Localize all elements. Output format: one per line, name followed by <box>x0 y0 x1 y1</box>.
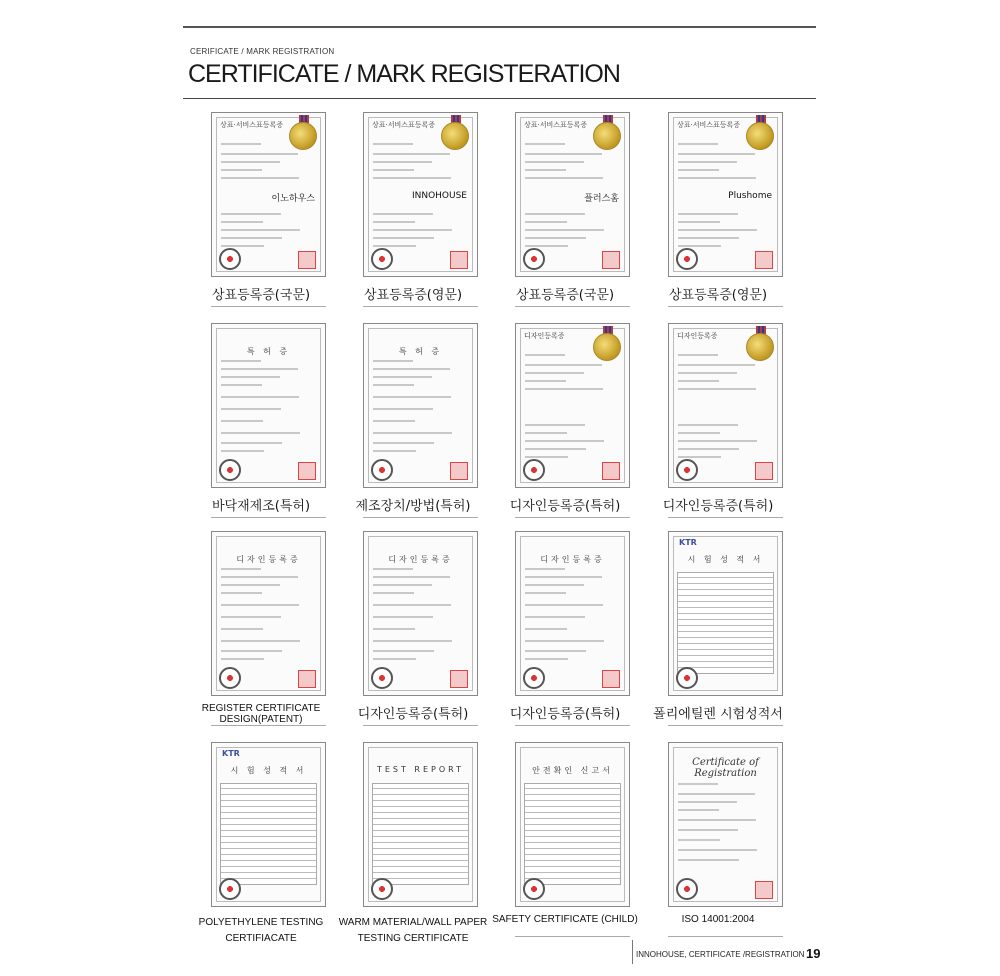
text-line <box>221 576 298 578</box>
text-line <box>678 229 757 231</box>
caption-underline <box>211 517 326 518</box>
text-line <box>525 143 565 145</box>
document-title: 안전확인 신고서 <box>532 766 613 775</box>
text-line <box>373 658 416 660</box>
emblem-icon <box>523 878 545 900</box>
gold-seal-icon <box>746 122 774 150</box>
text-line <box>221 628 263 630</box>
text-line <box>221 245 264 247</box>
text-line <box>221 640 300 642</box>
stamp-icon <box>298 670 316 688</box>
text-line <box>221 221 263 223</box>
caption-underline <box>363 725 478 726</box>
text-line <box>373 628 415 630</box>
caption-underline <box>211 306 326 307</box>
text-line <box>525 584 584 586</box>
document-title: 특 허 증 <box>246 347 291 356</box>
text-line <box>525 432 567 434</box>
emblem-icon <box>371 248 393 270</box>
brand-name: 플러스홈 <box>584 194 619 204</box>
text-line <box>525 658 568 660</box>
certificate-caption: 제조장치/방법(특허) <box>355 499 471 514</box>
text-line <box>525 440 604 442</box>
gold-seal-icon <box>289 122 317 150</box>
text-line <box>525 448 586 450</box>
stamp-icon <box>755 462 773 480</box>
text-line <box>525 372 584 374</box>
caption-underline <box>668 725 783 726</box>
certificate-caption: 상표등록증(영문) <box>668 288 768 303</box>
text-line <box>373 568 413 570</box>
emblem-icon <box>219 878 241 900</box>
text-line <box>678 859 739 861</box>
text-line <box>678 809 719 811</box>
text-line <box>373 576 450 578</box>
document-title: 특 허 증 <box>398 347 443 356</box>
text-line <box>678 177 756 179</box>
gold-seal-icon <box>593 333 621 361</box>
stamp-icon <box>450 251 468 269</box>
stamp-icon <box>450 462 468 480</box>
emblem-icon <box>676 667 698 689</box>
certificate-caption: 디자인등록증(특허) <box>509 499 621 514</box>
brand-name: 이노하우스 <box>271 194 315 204</box>
document-heading: 상표·서비스표등록증 <box>677 121 741 129</box>
text-line <box>678 448 739 450</box>
document-title: 디자인등록증 <box>236 555 301 564</box>
text-line <box>221 592 262 594</box>
certificate-image <box>211 742 326 907</box>
emblem-icon <box>219 459 241 481</box>
certificate-caption: ISO 14001:2004 <box>681 914 755 925</box>
stamp-icon <box>602 251 620 269</box>
text-line <box>373 229 452 231</box>
document-heading: 상표·서비스표등록증 <box>372 121 436 129</box>
text-line <box>678 364 755 366</box>
text-line <box>525 576 602 578</box>
caption-underline <box>668 517 783 518</box>
text-line <box>525 380 566 382</box>
text-line <box>525 640 604 642</box>
certificate-image <box>668 112 783 277</box>
stamp-icon <box>298 251 316 269</box>
document-heading: 상표·서비스표등록증 <box>220 121 284 129</box>
certificate-image <box>515 112 630 277</box>
certificate-image <box>211 112 326 277</box>
brand-name: INNOHOUSE <box>411 191 467 201</box>
text-line <box>525 616 585 618</box>
text-line <box>221 169 262 171</box>
text-line <box>678 169 719 171</box>
caption-underline <box>515 517 630 518</box>
text-line <box>678 456 721 458</box>
text-line <box>373 592 414 594</box>
certificate-image <box>668 323 783 488</box>
text-line <box>678 783 718 785</box>
page-title: CERTIFICATE / MARK REGISTERATION <box>188 60 620 88</box>
document-title: 시 험 성 적 서 <box>230 766 307 775</box>
text-line <box>678 793 755 795</box>
certificate-caption: WARM MATERIAL/WALL PAPER <box>338 917 488 928</box>
text-line <box>525 592 566 594</box>
emblem-icon <box>523 667 545 689</box>
emblem-icon <box>371 667 393 689</box>
certificate-caption: 디자인등록증(특허) <box>662 499 774 514</box>
text-line <box>373 169 414 171</box>
certificate-caption: 디자인등록증(특허) <box>357 707 469 722</box>
ktr-mark: KTR <box>222 749 240 758</box>
certificate-image <box>668 742 783 907</box>
document-title: 디자인등록증 <box>540 555 605 564</box>
text-line <box>678 245 721 247</box>
text-line <box>221 658 264 660</box>
text-line <box>221 442 282 444</box>
certificate-image <box>363 323 478 488</box>
brand-name: Plushome <box>728 191 772 201</box>
text-line <box>678 380 719 382</box>
text-line <box>678 161 737 163</box>
text-line <box>221 616 281 618</box>
text-line <box>221 568 261 570</box>
text-line <box>525 364 602 366</box>
document-title: 디자인등록증 <box>388 555 453 564</box>
text-line <box>678 153 755 155</box>
document-heading: 디자인등록증 <box>524 332 565 340</box>
text-line <box>525 221 567 223</box>
emblem-icon <box>523 248 545 270</box>
stamp-icon <box>755 251 773 269</box>
stamp-icon <box>755 881 773 899</box>
text-line <box>373 376 432 378</box>
text-line <box>678 143 718 145</box>
text-line <box>221 368 298 370</box>
text-line <box>373 604 451 606</box>
certificate-caption: 폴리에틸렌 시험성적서 <box>653 707 783 722</box>
text-line <box>373 432 452 434</box>
text-line <box>525 177 603 179</box>
stamp-icon <box>450 670 468 688</box>
title-rule <box>183 98 816 99</box>
caption-underline <box>668 306 783 307</box>
emblem-icon <box>371 459 393 481</box>
certificate-caption: 상표등록증(국문) <box>211 288 311 303</box>
text-line <box>678 829 738 831</box>
certificate-image <box>515 323 630 488</box>
text-line <box>525 628 567 630</box>
certificate-caption: 디자인등록증(특허) <box>509 707 621 722</box>
text-line <box>525 604 603 606</box>
certificate-caption: REGISTER CERTIFICATE DESIGN(PATENT) <box>201 703 321 725</box>
text-line <box>373 360 413 362</box>
document-heading: 디자인등록증 <box>677 332 718 340</box>
emblem-icon <box>219 667 241 689</box>
text-line <box>373 640 452 642</box>
text-line <box>221 376 280 378</box>
certificate-image <box>363 112 478 277</box>
text-line <box>373 368 450 370</box>
top-rule <box>183 26 816 28</box>
text-line <box>221 143 261 145</box>
text-line <box>525 237 586 239</box>
text-line <box>373 442 434 444</box>
text-line <box>221 432 300 434</box>
document-title: TEST REPORT <box>376 765 465 774</box>
text-line <box>373 213 433 215</box>
emblem-icon <box>371 878 393 900</box>
text-line <box>678 849 757 851</box>
certificate-image <box>211 323 326 488</box>
certificate-caption: 상표등록증(영문) <box>363 288 463 303</box>
certificate-image <box>515 742 630 907</box>
data-table <box>677 572 774 674</box>
text-line <box>678 432 720 434</box>
text-line <box>373 221 415 223</box>
text-line <box>221 153 298 155</box>
text-line <box>373 420 415 422</box>
emblem-icon <box>676 878 698 900</box>
certificate-caption: POLYETHYLENE TESTING <box>198 917 324 928</box>
caption-underline <box>515 306 630 307</box>
page-subtitle: CERIFICATE / MARK REGISTRATION <box>190 47 335 56</box>
gold-seal-icon <box>441 122 469 150</box>
text-line <box>373 161 432 163</box>
text-line <box>373 237 434 239</box>
text-line <box>678 424 738 426</box>
text-line <box>221 408 281 410</box>
caption-underline <box>363 306 478 307</box>
data-table <box>524 783 621 885</box>
gold-seal-icon <box>746 333 774 361</box>
text-line <box>221 229 300 231</box>
text-line <box>221 384 262 386</box>
data-table <box>372 783 469 885</box>
text-line <box>221 213 281 215</box>
certificate-caption: SAFETY CERTIFICATE (CHILD) <box>492 914 638 925</box>
stamp-icon <box>602 462 620 480</box>
text-line <box>221 604 299 606</box>
page-number: 19 <box>806 946 821 961</box>
text-line <box>525 568 565 570</box>
text-line <box>221 360 261 362</box>
ktr-mark: KTR <box>679 538 697 547</box>
text-line <box>373 584 432 586</box>
text-line <box>678 839 720 841</box>
text-line <box>678 372 737 374</box>
text-line <box>221 450 264 452</box>
emblem-icon <box>676 459 698 481</box>
text-line <box>373 153 450 155</box>
text-line <box>221 584 280 586</box>
footer-divider <box>632 940 633 964</box>
text-line <box>221 650 282 652</box>
text-line <box>678 354 718 356</box>
text-line <box>678 388 756 390</box>
certificate-image <box>668 531 783 696</box>
text-line <box>525 153 602 155</box>
text-line <box>525 161 584 163</box>
caption-underline <box>515 936 630 937</box>
text-line <box>525 650 586 652</box>
certificate-image <box>515 531 630 696</box>
text-line <box>678 440 757 442</box>
text-line <box>221 420 263 422</box>
document-heading: 상표·서비스표등록증 <box>524 121 588 129</box>
text-line <box>525 424 585 426</box>
emblem-icon <box>676 248 698 270</box>
document-script-title: Certificate of Registration <box>692 757 759 779</box>
text-line <box>525 456 568 458</box>
text-line <box>678 213 738 215</box>
stamp-icon <box>602 670 620 688</box>
text-line <box>373 616 433 618</box>
text-line <box>678 221 720 223</box>
text-line <box>525 213 585 215</box>
text-line <box>678 237 739 239</box>
text-line <box>525 169 566 171</box>
text-line <box>221 177 299 179</box>
caption-underline <box>515 725 630 726</box>
text-line <box>221 161 280 163</box>
text-line <box>373 396 451 398</box>
certificate-image <box>211 531 326 696</box>
certificate-image <box>363 742 478 907</box>
text-line <box>525 354 565 356</box>
stamp-icon <box>298 462 316 480</box>
text-line <box>678 819 756 821</box>
text-line <box>373 408 433 410</box>
gold-seal-icon <box>593 122 621 150</box>
footer-text: INNOHOUSE, CERTIFICATE /REGISTRATION <box>636 950 805 959</box>
text-line <box>678 801 737 803</box>
certificate-caption-line2: TESTING CERTIFICATE <box>357 933 469 944</box>
text-line <box>373 245 416 247</box>
text-line <box>221 237 282 239</box>
text-line <box>221 396 299 398</box>
certificate-caption: 바닥재제조(특허) <box>211 499 311 514</box>
text-line <box>373 650 434 652</box>
text-line <box>525 229 604 231</box>
certificate-caption-line2: CERTIFIACATE <box>225 933 297 944</box>
text-line <box>525 388 603 390</box>
emblem-icon <box>219 248 241 270</box>
text-line <box>525 245 568 247</box>
text-line <box>373 177 451 179</box>
text-line <box>373 384 414 386</box>
text-line <box>373 143 413 145</box>
caption-underline <box>211 725 326 726</box>
emblem-icon <box>523 459 545 481</box>
text-line <box>373 450 416 452</box>
data-table <box>220 783 317 885</box>
certificate-caption: 상표등록증(국문) <box>515 288 615 303</box>
certificate-image <box>363 531 478 696</box>
caption-underline <box>363 517 478 518</box>
document-title: 시 험 성 적 서 <box>687 555 764 564</box>
caption-underline <box>668 936 783 937</box>
